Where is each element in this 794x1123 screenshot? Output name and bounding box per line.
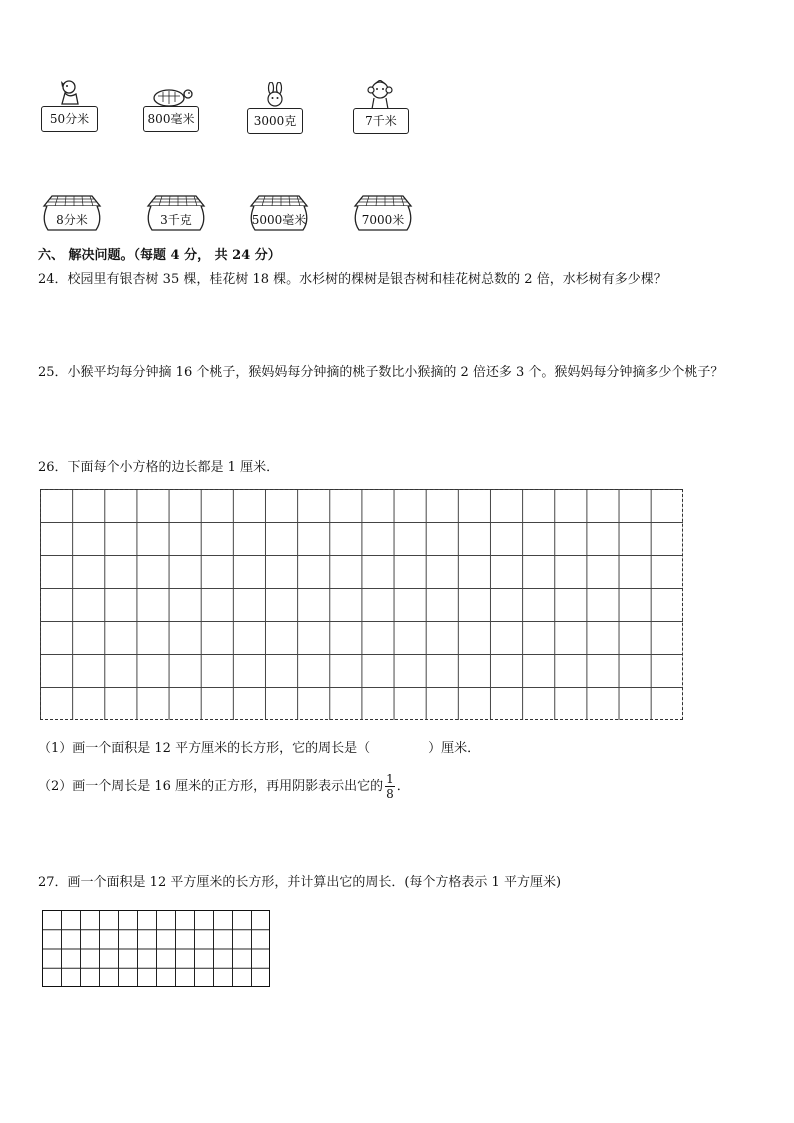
fraction: [385, 772, 395, 801]
house-1: [38, 192, 106, 234]
dog-icon: [54, 78, 84, 106]
question-26-sub1: [38, 740, 480, 758]
rabbit-icon: [262, 82, 288, 108]
house-label: 5000毫米: [251, 213, 307, 227]
animal-sign-dog: 50分米: [41, 106, 98, 132]
sub2-text-before: （2）画一个周长是 16 厘米的正方形，再用阴影表示出它的: [38, 779, 384, 794]
house-label: 7000米: [361, 213, 405, 227]
question-26-title: 26．下面每个小方格的边长都是 1 厘米．: [38, 460, 280, 475]
turtle-icon: [148, 86, 194, 106]
monkey-icon: [364, 80, 396, 110]
house-label: 8分米: [56, 213, 88, 227]
animal-sign-monkey: 7千米: [353, 108, 409, 134]
question-24: 24．校园里有银杏树 35 棵，桂花树 18 棵。水杉树的棵树是银杏树和桂花树总数的 2 倍，水杉树有多少棵？: [38, 272, 667, 287]
question-25: 25．小猴平均每分钟摘 16 个桃子，猴妈妈每分钟摘的桃子数比小猴摘的 2 倍还多 3 个。猴妈妈每分钟摘多少个桃子？: [38, 365, 724, 380]
question-26-sub2: [38, 772, 410, 802]
section-6-heading: 六、 解决问题。（每题 4 分， 共 24 分）: [38, 248, 281, 263]
grid-paper-small[interactable]: [42, 910, 270, 987]
question-27: 27．画一个面积是 12 平方厘米的长方形，并计算出它的周长．(每个方格表示 1 平方厘米): [38, 875, 562, 890]
sub1-text-after: ）厘米．: [428, 741, 481, 756]
animal-sign-rabbit: 3000克: [247, 108, 303, 134]
fraction-numerator: 1: [386, 772, 394, 786]
sub2-text-after: ．: [396, 779, 410, 794]
house-3: [245, 192, 313, 234]
house-2: [142, 192, 210, 234]
house-4: [349, 192, 417, 234]
animal-sign-turtle: 800毫米: [143, 106, 199, 132]
sub1-text-before: （1）画一个面积是 12 平方厘米的长方形，它的周长是（: [38, 741, 371, 756]
grid-paper-large[interactable]: [40, 489, 683, 720]
house-label: 3千克: [160, 213, 192, 227]
fraction-denominator: 8: [386, 787, 394, 801]
